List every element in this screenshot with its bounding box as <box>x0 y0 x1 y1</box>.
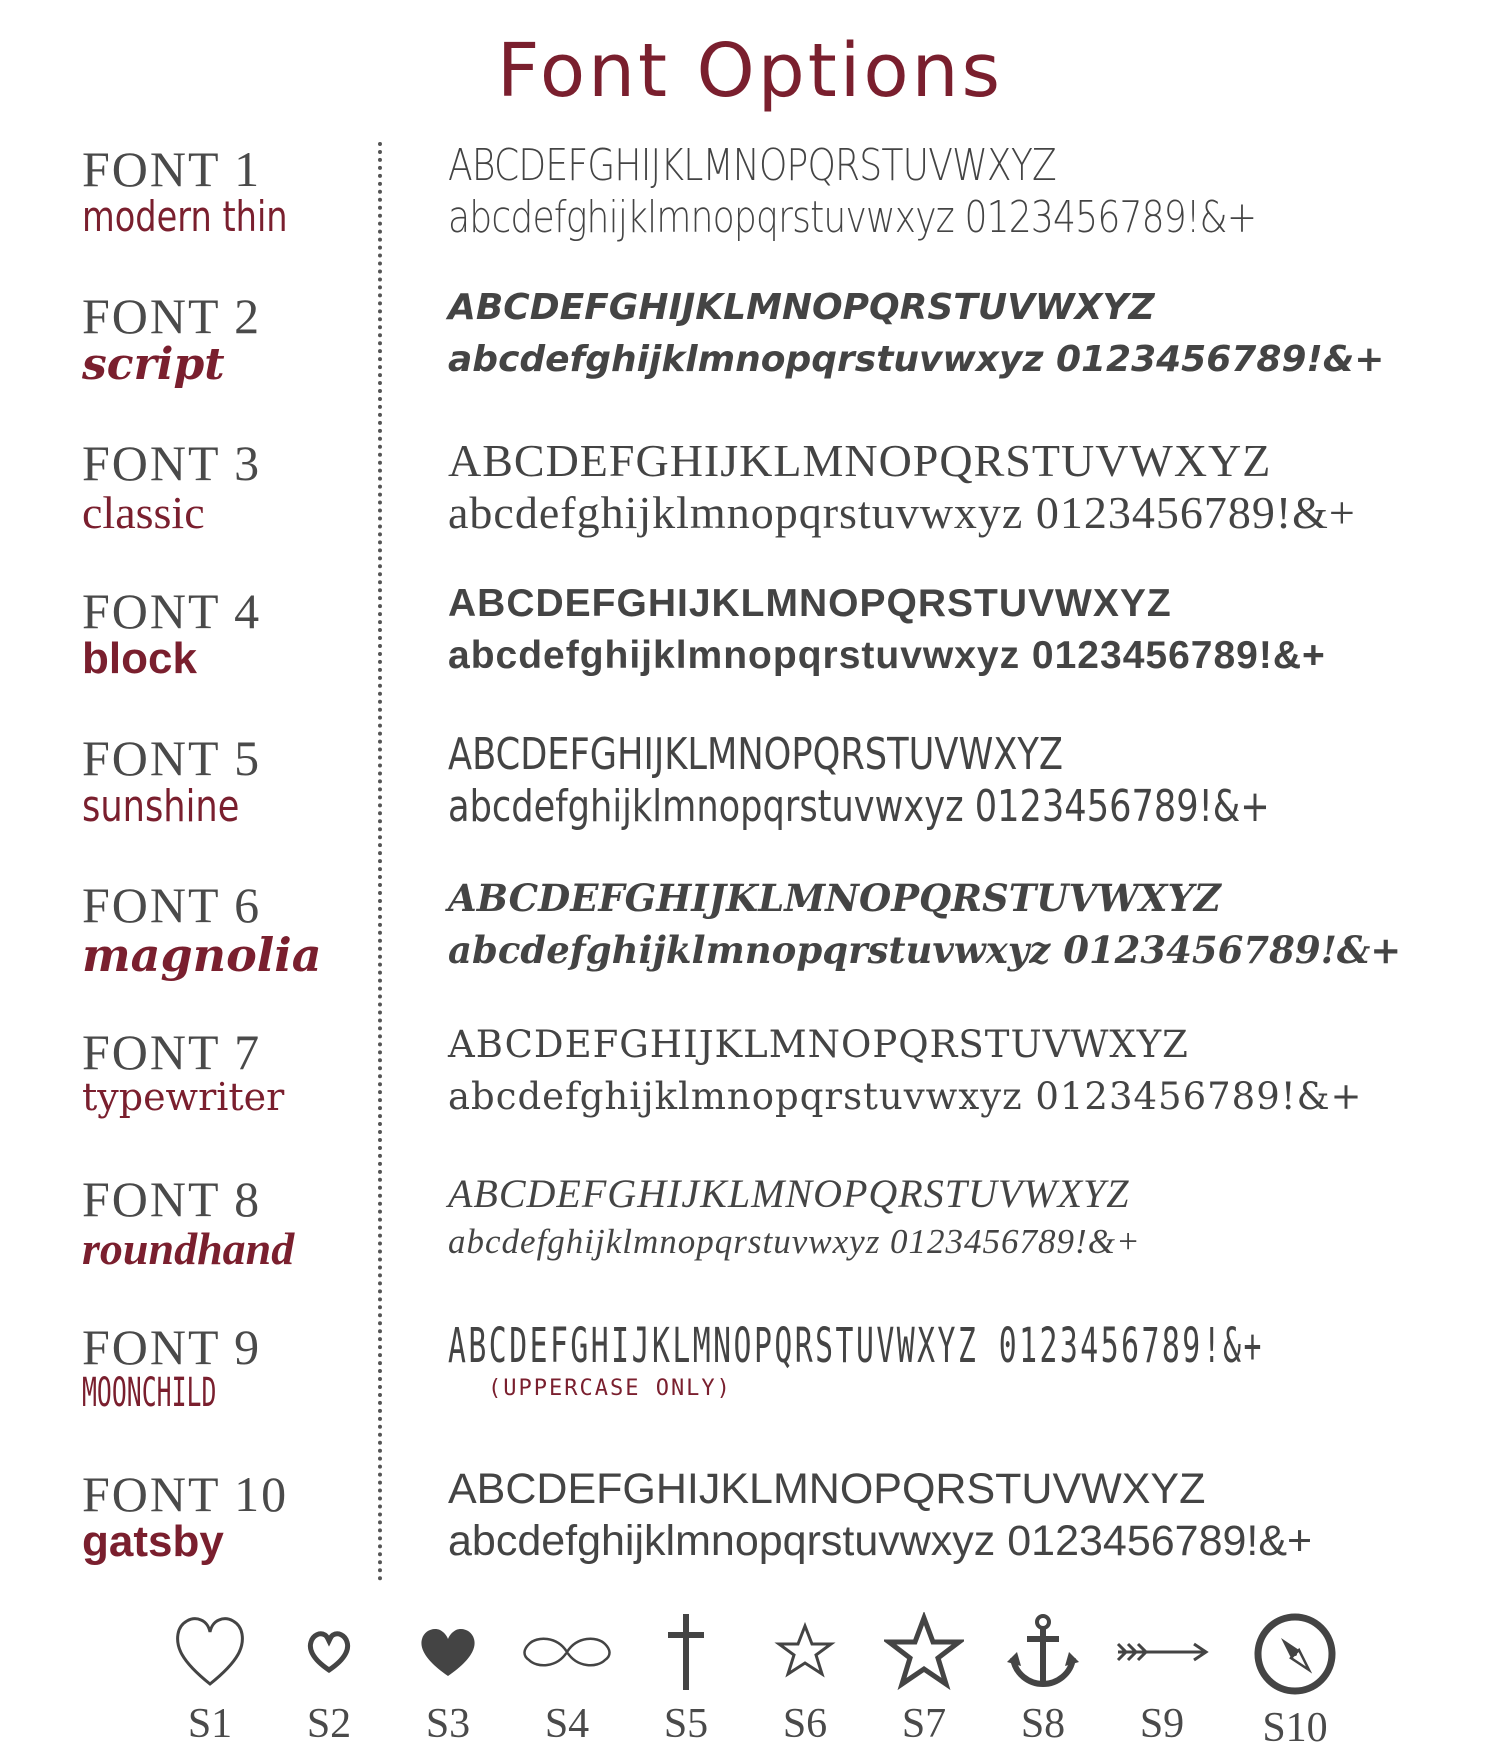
uppercase-sample: ABCDEFGHIJKLMNOPQRSTUVWXYZ <box>448 1023 1189 1066</box>
symbol-s4 <box>512 1612 622 1748</box>
font-name: roundhand <box>82 1223 295 1274</box>
font-number: FONT 2 <box>82 288 262 344</box>
font-name: MOONCHILD <box>82 1370 217 1416</box>
heart-outline-icon <box>170 1612 250 1692</box>
symbol-label: S1 <box>187 1701 233 1747</box>
font-name: magnolia <box>82 928 322 982</box>
font-name: classic <box>82 487 205 538</box>
uppercase-sample: ABCDEFGHIJKLMNOPQRSTUVWXYZ <box>448 140 1056 191</box>
star-thin-icon <box>765 1612 845 1692</box>
symbol-label: S5 <box>663 1701 709 1747</box>
font-row-3 <box>0 434 1500 574</box>
anchor-icon <box>1003 1612 1083 1692</box>
font-name: block <box>82 634 197 683</box>
symbol-s6 <box>750 1612 860 1748</box>
symbol-label: S4 <box>544 1701 590 1747</box>
font-name: sunshine <box>82 781 240 832</box>
symbol-label: S9 <box>1139 1701 1185 1747</box>
font-row-10 <box>0 1465 1500 1605</box>
font-number: FONT 8 <box>82 1171 262 1227</box>
font-number: FONT 1 <box>82 141 262 197</box>
font-row-9 <box>0 1318 1500 1458</box>
page-title: Font Options <box>496 28 1004 114</box>
symbol-label: S3 <box>425 1701 471 1747</box>
font-number: FONT 9 <box>82 1319 262 1375</box>
font-number: FONT 7 <box>82 1024 262 1080</box>
symbol-label: S10 <box>1262 1705 1328 1751</box>
uppercase-sample: ABCDEFGHIJKLMNOPQRSTUVWXYZ <box>448 287 1155 328</box>
font-name: gatsby <box>82 1517 224 1566</box>
lowercase-sample: abcdefghijklmnopqrstuvwxyz 0123456789!&+ <box>448 1222 1141 1261</box>
lowercase-sample: abcdefghijklmnopqrstuvwxyz 0123456789!&+ <box>448 339 1385 380</box>
symbol-s7 <box>869 1612 979 1748</box>
uppercase-sample: ABCDEFGHIJKLMNOPQRSTUVWXYZ <box>448 876 1221 920</box>
cross-icon <box>646 1612 726 1692</box>
uppercase-sample: ABCDEFGHIJKLMNOPQRSTUVWXYZ <box>448 582 1172 625</box>
symbol-label: S2 <box>306 1701 352 1747</box>
symbol-s10 <box>1240 1612 1350 1752</box>
lowercase-sample: abcdefghijklmnopqrstuvwxyz 0123456789!&+ <box>448 781 1270 832</box>
symbol-s2 <box>274 1612 384 1748</box>
font-row-7 <box>0 1023 1500 1163</box>
symbol-s9 <box>1107 1612 1217 1748</box>
lowercase-sample: abcdefghijklmnopqrstuvwxyz 0123456789!&+ <box>448 928 1402 972</box>
uppercase-sample: ABCDEFGHIJKLMNOPQRSTUVWXYZ <box>448 729 1064 780</box>
symbol-s1 <box>155 1612 265 1748</box>
symbol-label: S6 <box>782 1701 828 1747</box>
lowercase-sample: abcdefghijklmnopqrstuvwxyz 0123456789!&+ <box>448 487 1356 538</box>
font-name: typewriter <box>82 1075 285 1119</box>
lowercase-sample: abcdefghijklmnopqrstuvwxyz 0123456789!&+ <box>448 192 1257 243</box>
font-name: modern thin <box>82 192 288 241</box>
uppercase-sample: ABCDEFGHIJKLMNOPQRSTUVWXYZ <box>448 1465 1206 1513</box>
symbol-s3 <box>393 1612 503 1748</box>
symbol-label: S8 <box>1020 1701 1066 1747</box>
infinity-icon <box>517 1612 617 1692</box>
lowercase-sample: abcdefghijklmnopqrstuvwxyz 0123456789!&+ <box>448 1075 1363 1118</box>
font-name: script <box>82 339 225 390</box>
font-row-8 <box>0 1170 1500 1310</box>
heart-filled-icon <box>408 1612 488 1692</box>
small-heart-outline-icon <box>289 1612 369 1692</box>
compass-icon <box>1253 1612 1337 1696</box>
font-number: FONT 5 <box>82 730 262 786</box>
symbol-s8 <box>988 1612 1098 1748</box>
font-row-6 <box>0 876 1500 1016</box>
star-bold-icon <box>884 1612 964 1692</box>
font-number: FONT 3 <box>82 435 262 491</box>
symbol-s5 <box>631 1612 741 1748</box>
uppercase-only-note: (UPPERCASE ONLY) <box>488 1376 732 1401</box>
font-number: FONT 6 <box>82 877 262 933</box>
uppercase-sample: ABCDEFGHIJKLMNOPQRSTUVWXYZ <box>448 1171 1130 1216</box>
arrow-icon <box>1112 1612 1212 1692</box>
lowercase-sample: abcdefghijklmnopqrstuvwxyz 0123456789!&+ <box>448 634 1326 677</box>
font-number: FONT 4 <box>82 583 262 639</box>
symbol-label: S7 <box>901 1701 947 1747</box>
uppercase-sample: ABCDEFGHIJKLMNOPQRSTUVWXYZ 0123456789!&+ <box>448 1318 1264 1374</box>
font-row-4 <box>0 582 1500 722</box>
symbol-options <box>0 1612 1500 1750</box>
font-row-1 <box>0 140 1500 280</box>
lowercase-sample: abcdefghijklmnopqrstuvwxyz 0123456789!&+ <box>448 1517 1313 1565</box>
font-row-5 <box>0 729 1500 869</box>
font-number: FONT 10 <box>82 1466 289 1522</box>
uppercase-sample: ABCDEFGHIJKLMNOPQRSTUVWXYZ <box>448 435 1272 486</box>
font-row-2 <box>0 287 1500 427</box>
